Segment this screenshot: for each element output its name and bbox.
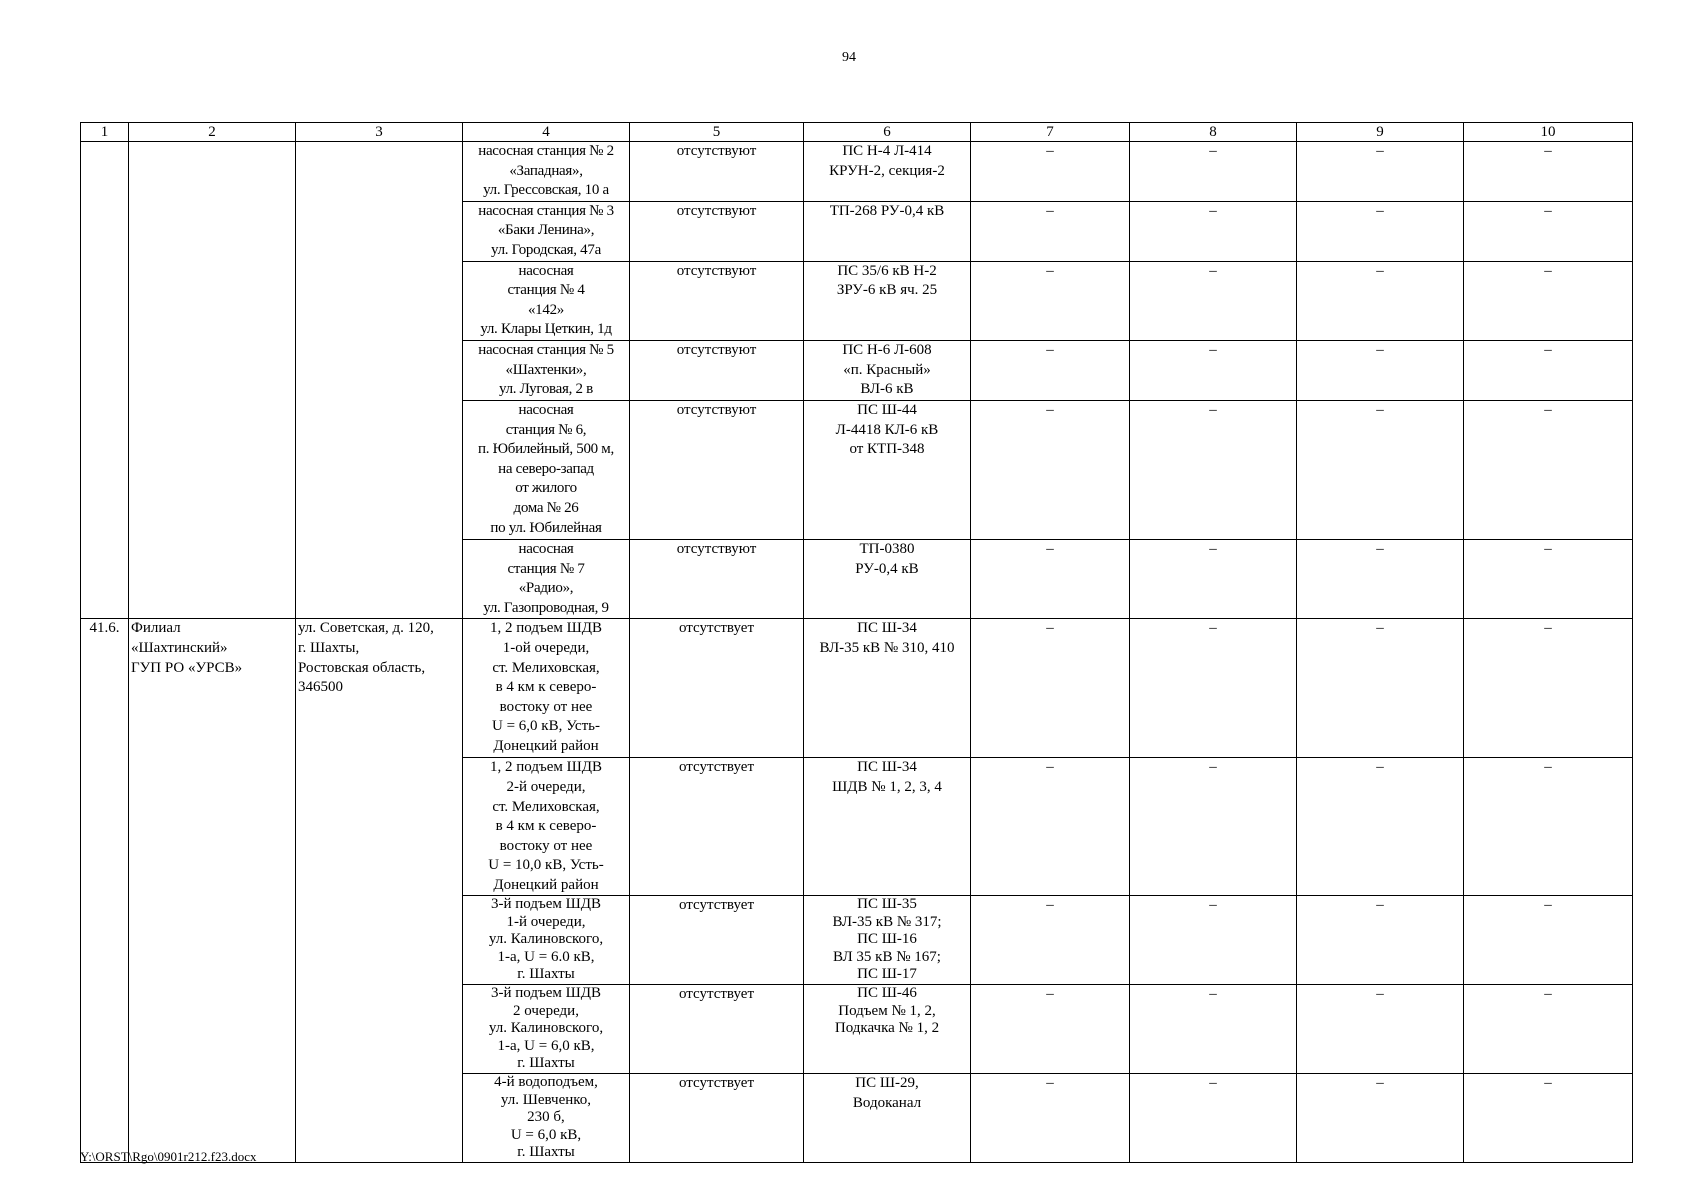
dash-cell: – [1464,1074,1633,1163]
dash-cell: – [1130,261,1297,340]
column-header: 2 [129,123,296,142]
column-header: 8 [1130,123,1297,142]
column-header: 9 [1297,123,1464,142]
metering-cell: отсутствуют [630,400,804,539]
dash-cell: – [971,201,1130,261]
metering-cell: отсутствуют [630,261,804,340]
supply-cell: ПС Ш-44 Л-4418 КЛ-6 кВ от КТП-348 [804,400,971,539]
table-row [81,142,1633,202]
object-cell: насосная станция № 3 «Баки Ленина», ул. Городская, 47а [463,201,630,261]
dash-cell: – [1297,261,1464,340]
organization-name: Филиал «Шахтинский» ГУП РО «УРСВ» [129,619,296,1163]
dash-cell: – [1464,400,1633,539]
dash-cell: – [971,896,1130,985]
dash-cell: – [1297,1074,1464,1163]
cell-num-empty [81,142,129,619]
dash-cell: – [1297,896,1464,985]
metering-cell: отсутствует [630,758,804,896]
supply-cell: ТП-0380 РУ-0,4 кВ [804,539,971,618]
supply-cell: ПС Н-4 Л-414 КРУН-2, секция-2 [804,142,971,202]
dash-cell: – [1464,539,1633,618]
object-cell: насосная станция № 6, п. Юбилейный, 500 м, на северо-запад от жилого дома № 26 по ул. Юбилейная [463,400,630,539]
supply-cell: ПС Ш-46 Подъем № 1, 2, Подкачка № 1, 2 [804,985,971,1074]
column-header: 5 [630,123,804,142]
dash-cell: – [1464,619,1633,758]
supply-cell: ПС Ш-29, Водоканал [804,1074,971,1163]
dash-cell: – [1464,758,1633,896]
dash-cell: – [1130,539,1297,618]
footer-file-path: Y:\ORST\Rgo\0901r212.f23.docx [80,1149,257,1164]
dash-cell: – [971,142,1130,202]
supply-cell: ТП-268 РУ-0,4 кВ [804,201,971,261]
dash-cell: – [971,758,1130,896]
dash-cell: – [1297,142,1464,202]
entry-number: 41.6. [81,619,129,1163]
supply-cell: ПС Ш-34 ШДВ № 1, 2, 3, 4 [804,758,971,896]
object-cell: 1, 2 подъем ШДВ 1-ой очереди, ст. Мелиховская, в 4 км к северо- востоку от нее U = 6,0 кВ, Усть- Донецкий район [463,619,630,758]
dash-cell: – [1130,758,1297,896]
dash-cell: – [1464,985,1633,1074]
dash-cell: – [1464,201,1633,261]
metering-cell: отсутствует [630,896,804,985]
dash-cell: – [1297,985,1464,1074]
metering-cell: отсутствуют [630,201,804,261]
metering-cell: отсутствуют [630,142,804,202]
table-row [81,619,1633,758]
dash-cell: – [1297,619,1464,758]
data-table [80,122,1633,1163]
dash-cell: – [1297,758,1464,896]
dash-cell: – [971,985,1130,1074]
cell-org-empty [129,142,296,619]
dash-cell: – [1464,261,1633,340]
dash-cell: – [971,400,1130,539]
metering-cell: отсутствует [630,985,804,1074]
object-cell: 4-й водоподъем, ул. Шевченко, 230 б, U = 6,0 кВ, г. Шахты [463,1074,630,1163]
object-cell: 1, 2 подъем ШДВ 2-й очереди, ст. Мелиховская, в 4 км к северо- востоку от нее U = 10,0 кВ, Усть- Донецкий район [463,758,630,896]
column-header: 4 [463,123,630,142]
metering-cell: отсутствуют [630,539,804,618]
dash-cell: – [1464,142,1633,202]
column-header: 3 [296,123,463,142]
dash-cell: – [971,1074,1130,1163]
metering-cell: отсутствуют [630,340,804,400]
dash-cell: – [1130,142,1297,202]
column-header: 7 [971,123,1130,142]
dash-cell: – [971,619,1130,758]
object-cell: 3-й подъем ШДВ 2 очереди, ул. Калиновского, 1-а, U = 6,0 кВ, г. Шахты [463,985,630,1074]
page-number: 94 [842,50,856,65]
dash-cell: – [1130,400,1297,539]
dash-cell: – [1297,340,1464,400]
dash-cell: – [1130,619,1297,758]
column-number-row [81,123,1633,142]
object-cell: насосная станция № 2 «Западная», ул. Грессовская, 10 а [463,142,630,202]
object-cell: 3-й подъем ШДВ 1-й очереди, ул. Калиновского, 1-а, U = 6.0 кВ, г. Шахты [463,896,630,985]
organization-address: ул. Советская, д. 120, г. Шахты, Ростовская область, 346500 [296,619,463,1163]
dash-cell: – [1130,985,1297,1074]
dash-cell: – [1130,201,1297,261]
supply-cell: ПС Н-6 Л-608 «п. Красный» ВЛ-6 кВ [804,340,971,400]
column-header: 6 [804,123,971,142]
cell-address-empty [296,142,463,619]
dash-cell: – [1297,539,1464,618]
object-cell: насосная станция № 5 «Шахтенки», ул. Луговая, 2 в [463,340,630,400]
dash-cell: – [971,261,1130,340]
metering-cell: отсутствует [630,619,804,758]
supply-cell: ПС Ш-35 ВЛ-35 кВ № 317; ПС Ш-16 ВЛ 35 кВ № 167; ПС Ш-17 [804,896,971,985]
dash-cell: – [1297,201,1464,261]
supply-cell: ПС Ш-34 ВЛ-35 кВ № 310, 410 [804,619,971,758]
column-header: 10 [1464,123,1633,142]
supply-cell: ПС 35/6 кВ Н-2 ЗРУ-6 кВ яч. 25 [804,261,971,340]
dash-cell: – [1464,340,1633,400]
dash-cell: – [971,539,1130,618]
dash-cell: – [1464,896,1633,985]
object-cell: насосная станция № 7 «Радио», ул. Газопроводная, 9 [463,539,630,618]
metering-cell: отсутствует [630,1074,804,1163]
dash-cell: – [1130,340,1297,400]
dash-cell: – [1297,400,1464,539]
object-cell: насосная станция № 4 «142» ул. Клары Цеткин, 1д [463,261,630,340]
column-header: 1 [81,123,129,142]
dash-cell: – [1130,1074,1297,1163]
dash-cell: – [1130,896,1297,985]
dash-cell: – [971,340,1130,400]
